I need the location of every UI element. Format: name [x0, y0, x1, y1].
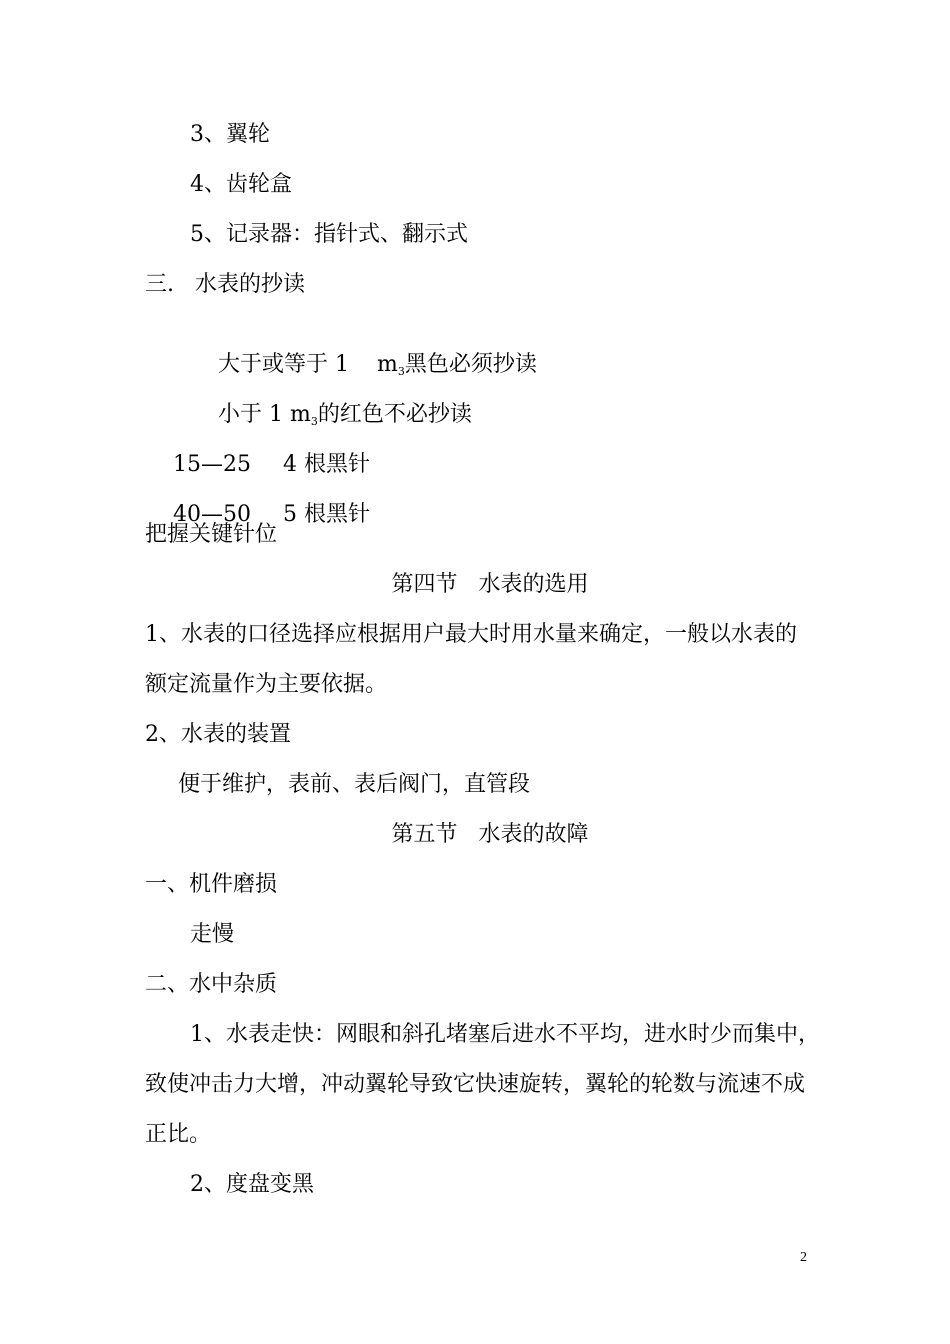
- reading-rule-red-post: 的红色不必抄读: [317, 402, 472, 427]
- installation-detail: 便于维护，表前、表后阀门，直管段: [178, 772, 531, 797]
- section-heading-reading: 三. 水表的抄读: [145, 272, 305, 297]
- paragraph-fast-line2: 致使冲击力大增，冲动翼轮导致它快速旋转，翼轮的轮数与流速不成: [145, 1072, 806, 1097]
- page-number: 2: [800, 1250, 807, 1265]
- fault-dial-darkening: 2、度盘变黑: [190, 1172, 314, 1197]
- fault-wear: 一、机件磨损: [145, 872, 278, 897]
- needle-range: 40—50: [172, 502, 251, 527]
- reading-rule-black-pre: 大于或等于 1 m: [217, 352, 398, 377]
- paragraph-selection-line2: 额定流量作为主要依据。: [145, 672, 388, 697]
- list-item-gearbox: 4、齿轮盒: [190, 172, 292, 197]
- list-item-recorder: 5、记录器：指针式、翻示式: [190, 222, 468, 247]
- needle-range: 15—25: [172, 452, 251, 477]
- fault-impurities: 二、水中杂质: [145, 972, 278, 997]
- list-item-impeller: 3、翼轮: [190, 122, 270, 147]
- list-item-installation: 2、水表的装置: [145, 722, 291, 747]
- cubic-superscript: 3: [397, 365, 405, 378]
- needle-count: 4 根黑针: [282, 452, 370, 477]
- paragraph-selection-line1: 1、水表的口径选择应根据用户最大时用水量来确定，一般以水表的: [145, 622, 797, 647]
- reading-rule-red-pre: 小于 1 m: [217, 402, 311, 427]
- key-needle-note: 把握关键针位: [145, 522, 278, 547]
- needle-count: 5 根黑针: [282, 502, 370, 527]
- cubic-superscript: 3: [310, 415, 318, 428]
- reading-rule-black-post: 黑色必须抄读: [404, 352, 537, 377]
- section-heading-selection: 第四节 水表的选用: [391, 572, 589, 597]
- fault-wear-detail: 走慢: [190, 922, 235, 947]
- paragraph-fast-line3: 正比。: [145, 1122, 212, 1147]
- paragraph-fast-line1: 1、水表走快：网眼和斜孔堵塞后进水不平均，进水时少而集中，: [190, 1022, 820, 1047]
- section-heading-faults: 第五节 水表的故障: [391, 822, 589, 847]
